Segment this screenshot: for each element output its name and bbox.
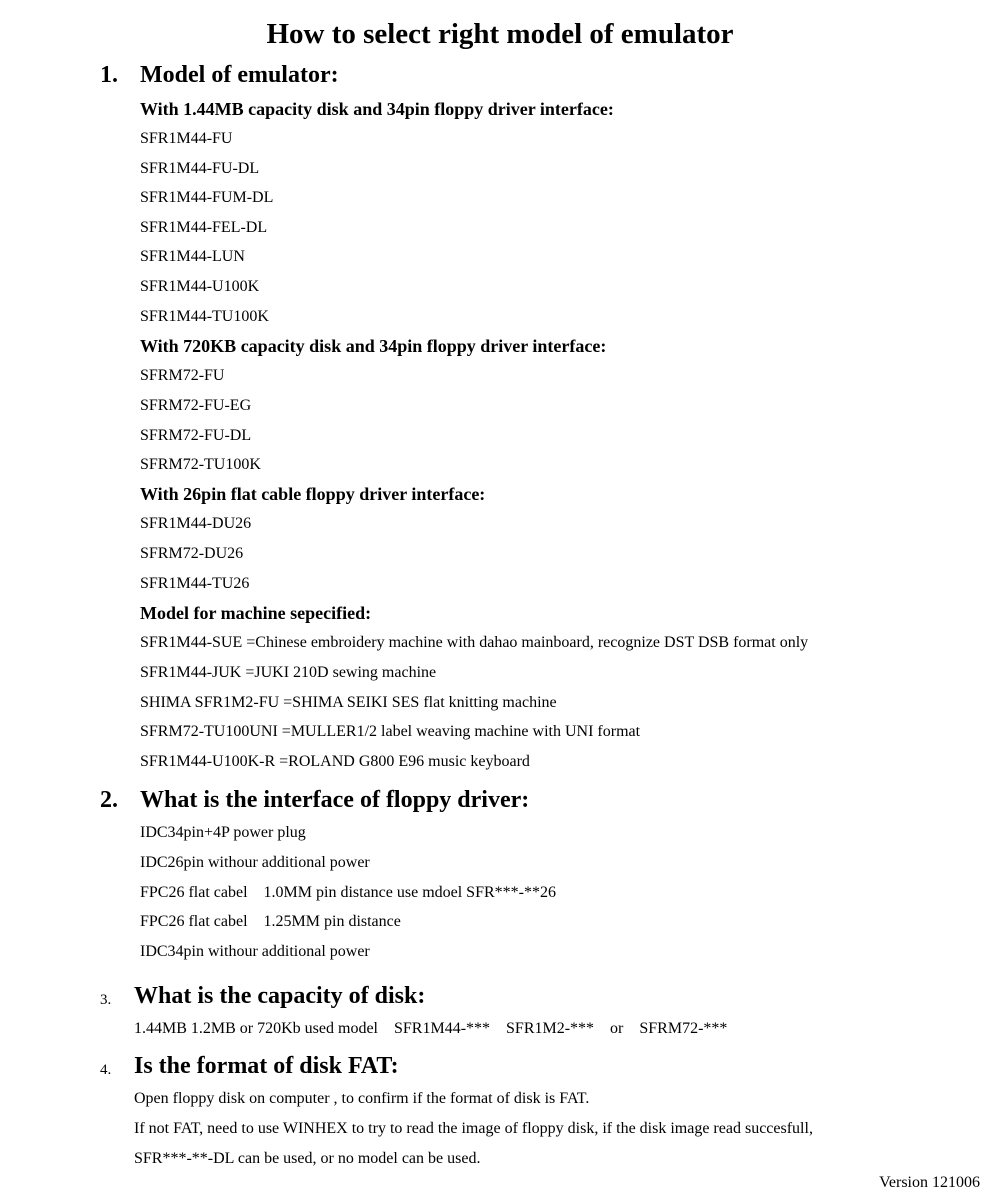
page-title: How to select right model of emulator <box>266 18 734 50</box>
list-item: SFRM72-TU100UNI =MULLER1/2 label weaving machine with UNI format <box>140 723 641 740</box>
list-item: SFRM72-FU <box>140 367 225 384</box>
section-2-heading: What is the interface of floppy driver: <box>140 787 530 813</box>
list-item: 1.44MB 1.2MB or 720Kb used model SFR1M44-*** SFR1M2-*** or SFRM72-*** <box>134 1020 728 1037</box>
version-label: Version 121006 <box>879 1174 980 1191</box>
section-3-heading: What is the capacity of disk: <box>134 983 426 1009</box>
section-3-number: 3. <box>100 992 112 1008</box>
list-item: Open floppy disk on computer , to confirm if the format of disk is FAT. <box>134 1090 590 1107</box>
list-item: SFRM72-FU-DL <box>140 427 252 444</box>
list-item: IDC34pin withour additional power <box>140 943 370 960</box>
list-item: IDC34pin+4P power plug <box>140 824 306 841</box>
list-item: SFR1M44-SUE =Chinese embroidery machine with dahao mainboard, recognize DST DSB format only <box>140 634 809 651</box>
section-1-heading: Model of emulator: <box>140 62 339 88</box>
list-item: SFR1M44-U100K-R =ROLAND G800 E96 music keyboard <box>140 753 530 770</box>
list-item: If not FAT, need to use WINHEX to try to read the image of floppy disk, if the disk image read succesfull, <box>134 1120 813 1137</box>
group-2-heading: With 720KB capacity disk and 34pin floppy driver interface: <box>140 336 607 356</box>
list-item: SFR1M44-FU <box>140 130 233 147</box>
section-4-number: 4. <box>100 1062 112 1078</box>
list-item: SFRM72-TU100K <box>140 456 261 473</box>
list-item: SFR1M44-JUK =JUKI 210D sewing machine <box>140 664 437 681</box>
list-item: SFR1M44-LUN <box>140 248 245 265</box>
list-item: SFR1M44-TU26 <box>140 575 250 592</box>
list-item: FPC26 flat cabel 1.25MM pin distance <box>140 913 401 930</box>
section-4-heading: Is the format of disk FAT: <box>134 1053 399 1079</box>
group-4-heading: Model for machine sepecified: <box>140 603 372 623</box>
list-item: SFRM72-DU26 <box>140 545 244 562</box>
list-item: SFR1M44-FUM-DL <box>140 189 274 206</box>
group-1-heading: With 1.44MB capacity disk and 34pin floppy driver interface: <box>140 99 614 119</box>
section-2-number: 2. <box>100 787 118 813</box>
section-1-number: 1. <box>100 62 118 88</box>
list-item: SFR1M44-U100K <box>140 278 260 295</box>
list-item: FPC26 flat cabel 1.0MM pin distance use mdoel SFR***-**26 <box>140 884 556 901</box>
list-item: SHIMA SFR1M2-FU =SHIMA SEIKI SES flat knitting machine <box>140 694 557 711</box>
list-item: IDC26pin withour additional power <box>140 854 370 871</box>
list-item: SFR***-**-DL can be used, or no model can be used. <box>134 1150 481 1167</box>
list-item: SFR1M44-FU-DL <box>140 160 260 177</box>
list-item: SFR1M44-DU26 <box>140 515 252 532</box>
group-3-heading: With 26pin flat cable floppy driver interface: <box>140 484 486 504</box>
list-item: SFRM72-FU-EG <box>140 397 252 414</box>
list-item: SFR1M44-FEL-DL <box>140 219 268 236</box>
list-item: SFR1M44-TU100K <box>140 308 269 325</box>
